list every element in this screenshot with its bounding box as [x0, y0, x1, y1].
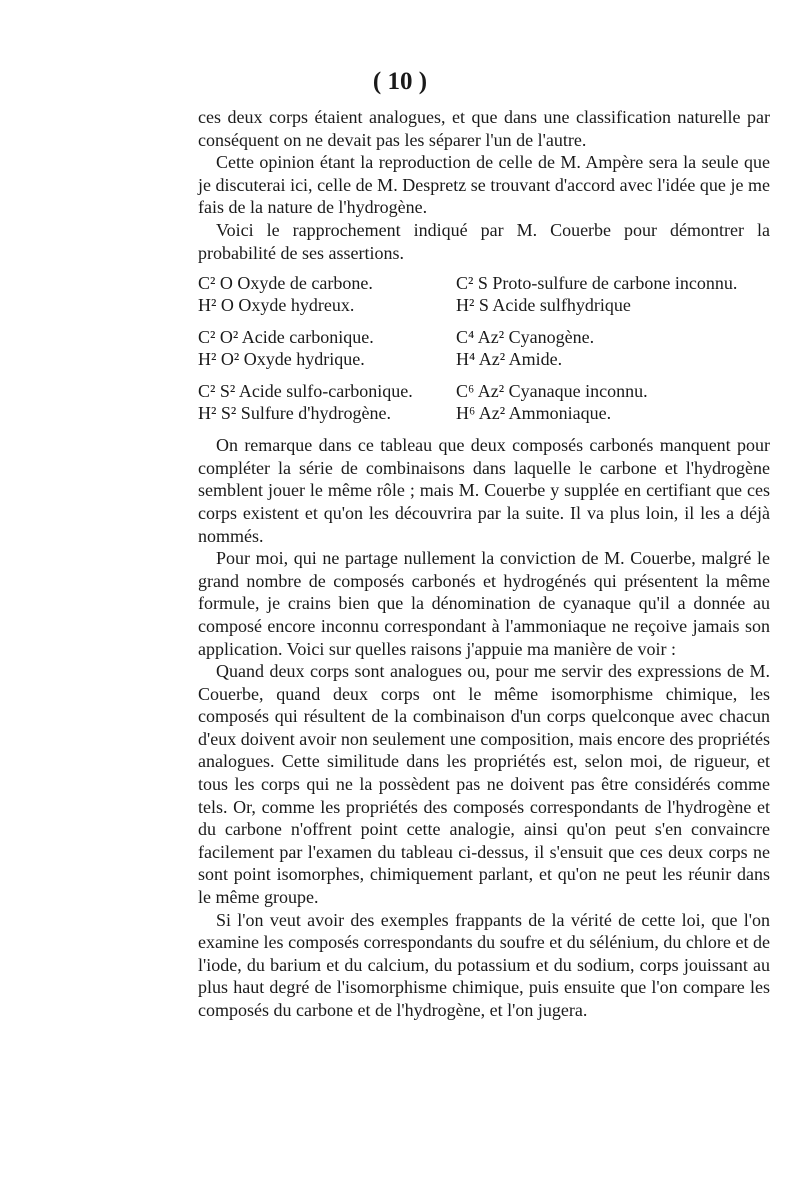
- table-cell-left: C² S² Acide sulfo-carbonique.: [198, 381, 413, 402]
- paragraph-continuation: ces deux corps étaient analogues, et que dans une classification naturelle par conséquent on ne devait pas les séparer l'un de l'autre.: [198, 107, 770, 150]
- table-row: [198, 380, 770, 402]
- paragraph-examples: Si l'on veut avoir des exemples frappants de la vérité de cette loi, que l'on examine les composés correspondants du soufre et du sélénium, du chlore et de l'iode, du barium et du calcium, du potassium et du sodium, corps jouissant au plus haut degré de l'isomorphisme chimique, puis ensuite que l'on compare les composés du carbone et de l'hydrogène, et l'on jugera.: [198, 909, 770, 1020]
- table-cell-left: H² S² Sulfure d'hydrogène.: [198, 403, 392, 424]
- table-cell-right: H⁴ Az² Amide.: [456, 349, 563, 370]
- table-row: [198, 348, 770, 370]
- table-cell-right: C⁶ Az² Cyanaque inconnu.: [456, 381, 648, 402]
- table-cell-right: H² S Acide sulfhydrique: [456, 295, 631, 316]
- paragraph-remark: On remarque dans ce tableau que deux composés carbonés manquent pour compléter la série de combinaisons dans laquelle le carbone et l'hydrogène semblent jouer le même rôle ; mais M. Couerbe y supplée en certifiant que ces corps existent et qu'on les découvrira par la suite. Il va plus loin, il les a déjà nommés.: [198, 435, 770, 546]
- table-cell-right: C⁴ Az² Cyanogène.: [456, 327, 595, 348]
- table-cell-left: H² O Oxyde hydreux.: [198, 295, 355, 316]
- table-row: [198, 294, 770, 316]
- table-cell-left: C² O Oxyde de carbone.: [198, 273, 373, 294]
- table-row: [198, 326, 770, 348]
- paragraph-cyanaque: Pour moi, qui ne partage nullement la conviction de M. Couerbe, malgré le grand nombre de composés carbonés et hydrogénés qui présentent la même formule, je crains bien que la dénomination de cyanaque qu'il a donnée au composé encore inconnu correspondant à l'ammoniaque ne reçoive jamais son application. Voici sur quelles raisons j'appuie ma manière de voir :: [198, 548, 770, 659]
- table-row: [198, 402, 770, 424]
- page-number: ( 10 ): [372, 68, 428, 95]
- page-body: [198, 106, 770, 1022]
- paragraph-isomorphism: Quand deux corps sont analogues ou, pour me servir des expressions de M. Couerbe, quand deux corps ont le même isomorphisme chimique, les composés qui résultent de la combinaison d'un corps quelconque avec chacun d'eux doivent avoir non seulement une composition, mais encore des propriétés analogues. Cette similitude dans les propriétés est, selon moi, de rigueur, et tous les corps qui ne la possèdent pas ne doivent pas être considérés comme tels. Or, comme les propriétés des composés correspondants de l'hydrogène et du carbone n'offrent point cette analogie, ainsi qu'on peut s'en convaincre facilement par l'examen du tableau ci-dessus, il s'ensuit que ces deux corps ne sont point isomorphes, chimiquement parlant, et qu'on ne peut les réunir dans le même groupe.: [198, 661, 770, 908]
- table-cell-left: C² O² Acide carbonique.: [198, 327, 374, 348]
- table-cell-right: H⁶ Az² Ammoniaque.: [456, 403, 612, 424]
- table-cell-right: C² S Proto-sulfure de carbone inconnu.: [456, 273, 738, 294]
- table-row: [198, 272, 770, 294]
- paragraph-rapprochement: Voici le rapprochement indiqué par M. Couerbe pour démontrer la probabilité de ses assertions.: [198, 219, 770, 263]
- compounds-table: [198, 272, 770, 424]
- paragraph-ampere-opinion: Cette opinion étant la reproduction de celle de M. Ampère sera la seule que je discuterai ici, celle de M. Despretz se trouvant d'accord avec l'idée que je me fais de la nature de l'hydrogène.: [198, 152, 770, 218]
- table-cell-left: H² O² Oxyde hydrique.: [198, 349, 365, 370]
